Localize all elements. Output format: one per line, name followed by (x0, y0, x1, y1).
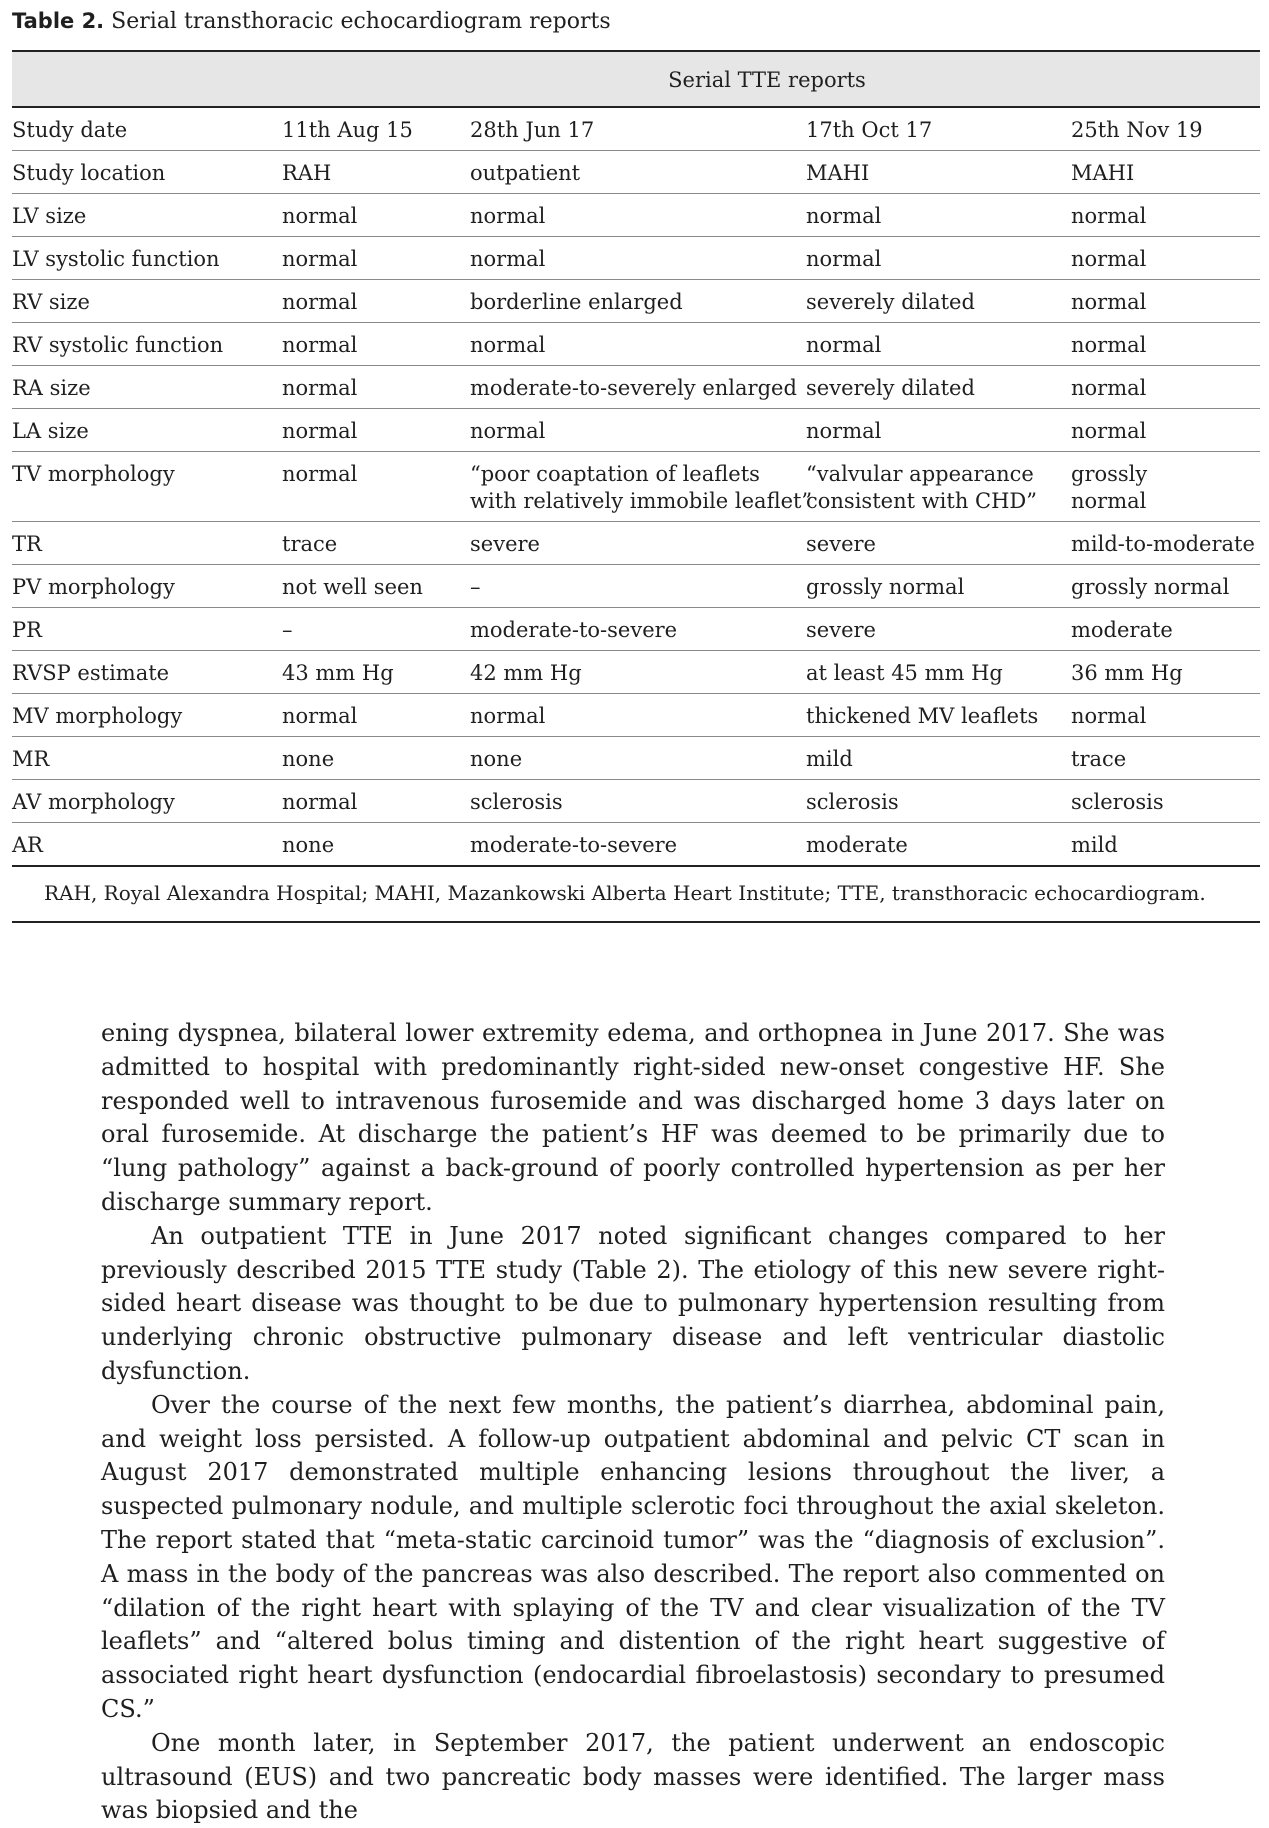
table-row (12, 409, 1260, 452)
table-cell: normal (282, 704, 358, 728)
table-cell: 17th Oct 17 (806, 118, 933, 142)
table-cell: normal (806, 419, 882, 443)
tte-table-container (12, 50, 1260, 923)
table-row (12, 237, 1260, 280)
table-cell: normal (1071, 376, 1147, 400)
table-cell: MAHI (1071, 161, 1135, 185)
table-row (12, 108, 1260, 151)
row-label: LV size (12, 204, 87, 228)
table-cell: severe (806, 532, 876, 556)
table-cell: severe (470, 532, 540, 556)
table-cell: mild (806, 747, 853, 771)
table-cell: normal (806, 247, 882, 271)
table-cell: normal (282, 333, 358, 357)
table-cell: severely dilated (806, 376, 975, 400)
table-cell: moderate-to-severe (470, 618, 678, 642)
table-caption-label: Table 2. (12, 9, 105, 33)
table-row (12, 323, 1260, 366)
table-cell: normal (282, 204, 358, 228)
tte-table-body (12, 108, 1260, 866)
table-cell: normal (470, 204, 546, 228)
table-cell: not well seen (282, 575, 423, 599)
row-label: TV morphology (12, 462, 175, 486)
table-row (12, 780, 1260, 823)
table-cell: none (282, 833, 335, 857)
row-label: RVSP estimate (12, 661, 170, 685)
table-cell: normal (1071, 204, 1147, 228)
table-row (12, 737, 1260, 780)
table-row (12, 280, 1260, 323)
body-paragraph-4: One month later, in September 2017, the patient underwent an endoscopic ultrasound (EUS) and two pancreatic body masses were identified. The larger mass was biopsied and the (101, 1728, 1165, 1825)
row-label: MV morphology (12, 704, 183, 728)
table-footnote-row (12, 867, 1260, 923)
table-cell: trace (1071, 747, 1127, 771)
table-cell: sclerosis (1071, 790, 1164, 814)
table-cell: severely dilated (806, 290, 975, 314)
table-cell: at least 45 mm Hg (806, 661, 1003, 685)
table-cell: severe (806, 618, 876, 642)
table-row (12, 151, 1260, 194)
table-cell: grossly normal (1071, 462, 1148, 513)
table-caption-text: Serial transthoracic echocardiogram reports (111, 9, 611, 34)
body-paragraph-3: Over the course of the next few months, the patient’s diarrhea, abdominal pain, and weight loss persisted. A follow-up outpatient abdominal and pelvic CT scan in August 2017 demonstrated multiple enhancing lesions throughout the liver, a suspected pulmonary nodule, and multiple sclerotic foci throughout the axial skeleton. The report stated that “meta-static carcinoid tumor” was the “diagnosis of exclusion”. A mass in the body of the pancreas was also described. The report also commented on “dilation of the right heart with splaying of the TV and clear visualization of the TV leaflets” and “altered bolus timing and distention of the right heart suggestive of associated right heart dysfunction (endocardial fibroelastosis) secondary to presumed CS.” (101, 1390, 1165, 1723)
table-cell: normal (282, 247, 358, 271)
table-cell: grossly normal (1071, 575, 1230, 599)
tte-table (12, 108, 1260, 867)
table-cell: normal (1071, 333, 1147, 357)
table-cell: mild-to-moderate (1071, 532, 1255, 556)
table-cell: borderline enlarged (470, 290, 683, 314)
row-label: MR (12, 747, 50, 771)
row-label: PR (12, 618, 42, 642)
table-cell: normal (806, 333, 882, 357)
table-cell: normal (1071, 290, 1147, 314)
table-row (12, 823, 1260, 867)
row-label: AV morphology (12, 790, 175, 814)
table-cell: grossly normal (806, 575, 965, 599)
table-group-header (12, 52, 1260, 108)
table-row (12, 694, 1260, 737)
body-paragraph-1: ening dyspnea, bilateral lower extremity edema, and orthopnea in June 2017. She was admitted to hospital with predominantly right-sided new-onset congestive HF. She responded well to intravenous furosemide and was discharged home 3 days later on oral furosemide. At discharge the patient’s HF was deemed to be primarily due to “lung pathology” against a back-ground of poorly controlled hypertension as per her discharge summary report. (101, 1019, 1165, 1216)
table-cell: mild (1071, 833, 1118, 857)
table-cell: RAH (282, 161, 332, 185)
group-header-title: Serial TTE reports (668, 68, 866, 92)
table-cell: normal (282, 290, 358, 314)
table-cell: outpatient (470, 161, 581, 185)
table-cell: normal (1071, 419, 1147, 443)
row-label: LV systolic function (12, 247, 220, 271)
table-cell: normal (470, 704, 546, 728)
table-cell: normal (470, 419, 546, 443)
table-cell: normal (806, 204, 882, 228)
table-row (12, 194, 1260, 237)
table-cell: normal (1071, 704, 1147, 728)
row-label: LA size (12, 419, 89, 443)
table-cell: – (470, 575, 481, 599)
table-row (12, 608, 1260, 651)
table-cell: normal (282, 790, 358, 814)
row-label: Study date (12, 118, 128, 142)
table-cell: “poor coaptation of leaflets with relatively immobile leaflet” (470, 462, 813, 513)
table-cell: 25th Nov 19 (1071, 118, 1203, 142)
row-label: RV systolic function (12, 333, 224, 357)
table-cell: MAHI (806, 161, 870, 185)
table-cell: – (282, 618, 293, 642)
row-label: RV size (12, 290, 90, 314)
table-footnote: RAH, Royal Alexandra Hospital; MAHI, Mazankowski Alberta Heart Institute; TTE, transthoracic echocardiogram. (44, 881, 1206, 905)
table-cell: moderate (806, 833, 908, 857)
table-cell: normal (470, 333, 546, 357)
table-cell: normal (1071, 247, 1147, 271)
table-row (12, 651, 1260, 694)
table-cell: none (470, 747, 523, 771)
table-cell: “valvular appearance consistent with CHD” (806, 462, 1037, 513)
table-cell: moderate (1071, 618, 1173, 642)
row-label: Study location (12, 161, 166, 185)
row-label: TR (12, 532, 42, 556)
table-row (12, 565, 1260, 608)
table-cell: sclerosis (806, 790, 899, 814)
table-cell: moderate-to-severely enlarged (470, 376, 797, 400)
table-cell: normal (282, 462, 358, 486)
table-row (12, 366, 1260, 409)
table-cell: 36 mm Hg (1071, 661, 1183, 685)
table-cell: normal (282, 419, 358, 443)
table-caption (12, 6, 611, 37)
table-cell: 28th Jun 17 (470, 118, 595, 142)
table-row (12, 522, 1260, 565)
table-row (12, 452, 1260, 522)
row-label: AR (12, 833, 43, 857)
table-cell: trace (282, 532, 338, 556)
table-cell: none (282, 747, 335, 771)
article-body (101, 1017, 1165, 1828)
table-cell: 42 mm Hg (470, 661, 582, 685)
table-cell: 11th Aug 15 (282, 118, 413, 142)
row-label: PV morphology (12, 575, 175, 599)
table-cell: normal (282, 376, 358, 400)
table-cell: moderate-to-severe (470, 833, 678, 857)
table-cell: normal (470, 247, 546, 271)
row-label: RA size (12, 376, 91, 400)
body-paragraph-2: An outpatient TTE in June 2017 noted significant changes compared to her previously described 2015 TTE study (Table 2). The etiology of this new severe right-sided heart disease was thought to be due to pulmonary hypertension resulting from underlying chronic obstructive pulmonary disease and left ventricular diastolic dysfunction. (101, 1221, 1165, 1385)
table-cell: thickened MV leaflets (806, 704, 1039, 728)
table-cell: sclerosis (470, 790, 563, 814)
table-cell: 43 mm Hg (282, 661, 394, 685)
